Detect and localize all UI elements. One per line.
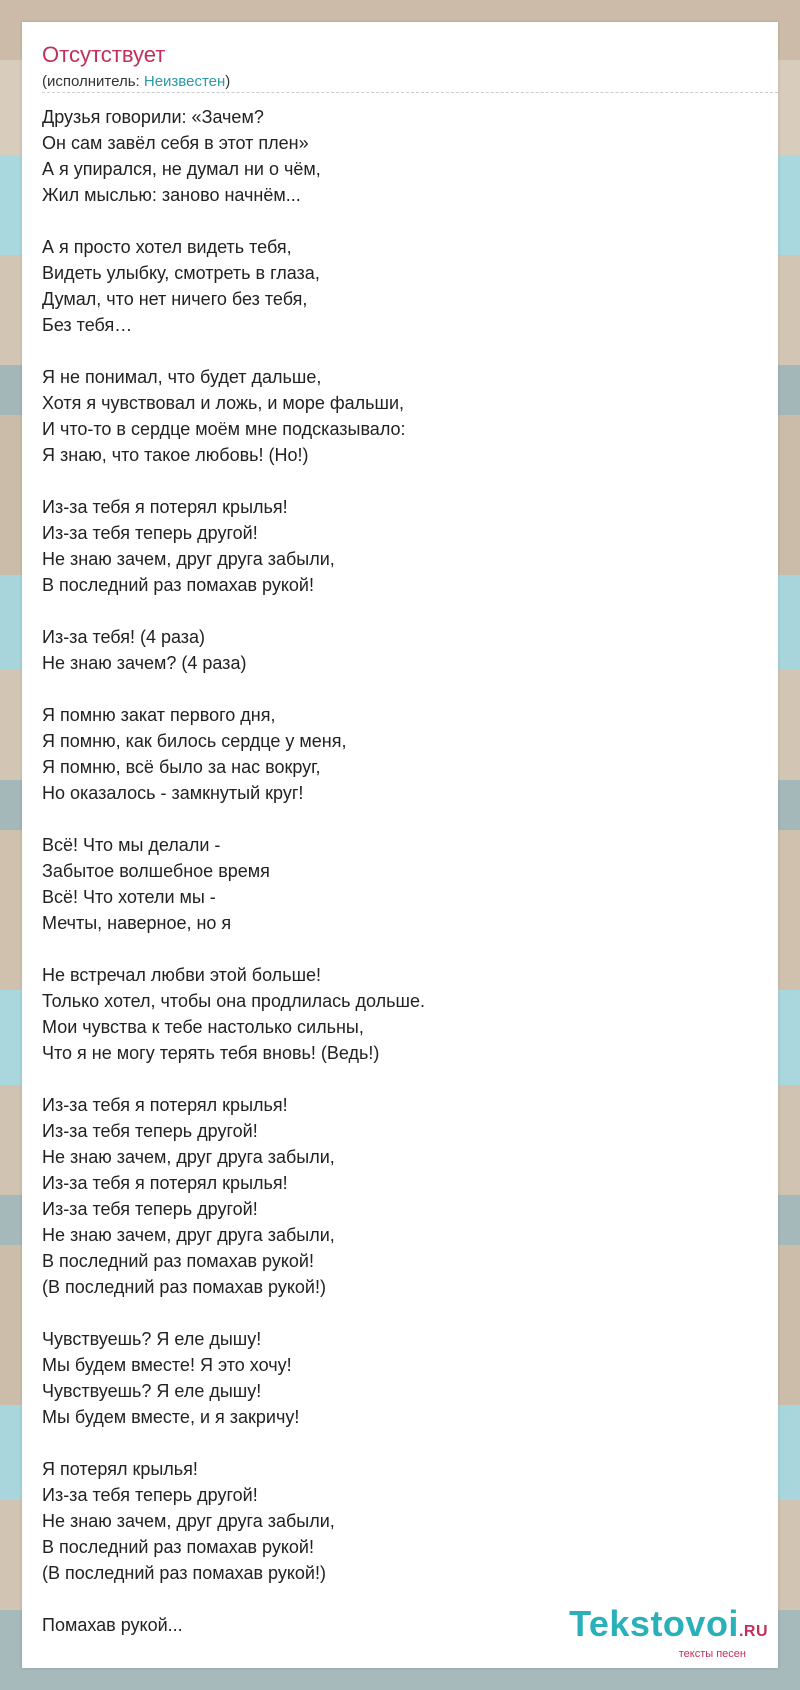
lyric-line: Мечты, наверное, но я xyxy=(42,913,232,933)
lyric-line: Он сам завёл себя в этот плен» xyxy=(42,133,309,153)
lyric-line: Из-за тебя теперь другой! xyxy=(42,523,258,543)
lyric-line: Я не понимал, что будет дальше, xyxy=(42,367,322,387)
artist-prefix: (исполнитель: xyxy=(42,73,144,90)
stanza-break xyxy=(42,468,762,494)
stanza-break xyxy=(42,1430,762,1456)
lyric-line: Не знаю зачем, друг друга забыли, xyxy=(42,1147,335,1167)
artist-link[interactable]: Неизвестен xyxy=(143,73,226,90)
lyric-line: Помахав рукой... xyxy=(42,1615,183,1635)
lyric-line: Видеть улыбку, смотреть в глаза, xyxy=(42,263,320,283)
lyrics-card xyxy=(22,22,778,1668)
lyric-line: Жил мыслью: заново начнём... xyxy=(42,185,301,205)
lyric-line: Хотя я чувствовал и ложь, и море фальши, xyxy=(42,393,405,413)
lyric-line: Без тебя… xyxy=(42,315,133,335)
lyric-line: Что я не могу терять тебя вновь! (Ведь!) xyxy=(42,1043,380,1063)
lyric-line: Я помню, как билось сердце у меня, xyxy=(42,731,347,751)
stanza-break xyxy=(42,598,762,624)
lyric-line: Мы будем вместе, и я закричу! xyxy=(42,1407,300,1427)
lyric-line: В последний раз помахав рукой! xyxy=(42,1251,314,1271)
lyric-line: Думал, что нет ничего без тебя, xyxy=(42,289,308,309)
lyric-line: Из-за тебя теперь другой! xyxy=(42,1121,258,1141)
lyric-line: Всё! Что хотели мы - xyxy=(42,887,216,907)
song-title: Отсутствует xyxy=(42,42,166,67)
logo-name: Tekstovoi xyxy=(569,1603,739,1644)
lyric-line: Из-за тебя я потерял крылья! xyxy=(42,497,288,517)
lyric-line: Друзья говорили: «Зачем? xyxy=(42,107,264,127)
site-logo[interactable] xyxy=(569,1603,768,1660)
stanza-break xyxy=(42,1300,762,1326)
stanza-break xyxy=(42,208,762,234)
lyric-line: Чувствуешь? Я еле дышу! xyxy=(42,1329,262,1349)
lyric-line: Забытое волшебное время xyxy=(42,861,270,881)
logo-domain: .RU xyxy=(738,1623,768,1640)
logo-tagline: тексты песен xyxy=(678,1648,746,1660)
stanza-break xyxy=(42,1066,762,1092)
stanza-break xyxy=(42,936,762,962)
lyric-line: Я помню закат первого дня, xyxy=(42,705,276,725)
lyric-line: Не встречал любви этой больше! xyxy=(42,965,322,985)
lyric-line: Я потерял крылья! xyxy=(42,1459,198,1479)
artist-line xyxy=(42,73,230,90)
lyric-line: Всё! Что мы делали - xyxy=(42,835,221,855)
lyric-line: Только хотел, чтобы она продлилась дольше. xyxy=(42,991,425,1011)
stanza-break xyxy=(42,676,762,702)
lyric-line: В последний раз помахав рукой! xyxy=(42,1537,314,1557)
lyric-line: Мои чувства к тебе настолько сильны, xyxy=(42,1017,364,1037)
lyric-line: Я помню, всё было за нас вокруг, xyxy=(42,757,321,777)
lyric-line: Не знаю зачем? (4 раза) xyxy=(42,653,247,673)
lyric-line: Я знаю, что такое любовь! (Но!) xyxy=(42,445,309,465)
lyric-line: Из-за тебя! (4 раза) xyxy=(42,627,206,647)
lyric-line: Из-за тебя теперь другой! xyxy=(42,1485,258,1505)
lyric-line: Из-за тебя я потерял крылья! xyxy=(42,1173,288,1193)
header-divider xyxy=(42,92,778,93)
lyric-line: Мы будем вместе! Я это хочу! xyxy=(42,1355,292,1375)
lyric-line: (В последний раз помахав рукой!) xyxy=(42,1563,326,1583)
stanza-break xyxy=(42,806,762,832)
lyric-line: А я упирался, не думал ни о чём, xyxy=(42,159,321,179)
lyric-line: Не знаю зачем, друг друга забыли, xyxy=(42,549,335,569)
lyric-line: Не знаю зачем, друг друга забыли, xyxy=(42,1511,335,1531)
artist-suffix: ) xyxy=(225,73,231,90)
lyric-line: Из-за тебя теперь другой! xyxy=(42,1199,258,1219)
lyrics-text xyxy=(42,104,762,1638)
lyric-line: А я просто хотел видеть тебя, xyxy=(42,237,292,257)
lyric-line: Не знаю зачем, друг друга забыли, xyxy=(42,1225,335,1245)
lyric-line: Из-за тебя я потерял крылья! xyxy=(42,1095,288,1115)
lyric-line: (В последний раз помахав рукой!) xyxy=(42,1277,326,1297)
stanza-break xyxy=(42,338,762,364)
lyric-line: В последний раз помахав рукой! xyxy=(42,575,314,595)
lyric-line: Чувствуешь? Я еле дышу! xyxy=(42,1381,262,1401)
lyric-line: И что-то в сердце моём мне подсказывало: xyxy=(42,419,406,439)
lyric-line: Но оказалось - замкнутый круг! xyxy=(42,783,304,803)
